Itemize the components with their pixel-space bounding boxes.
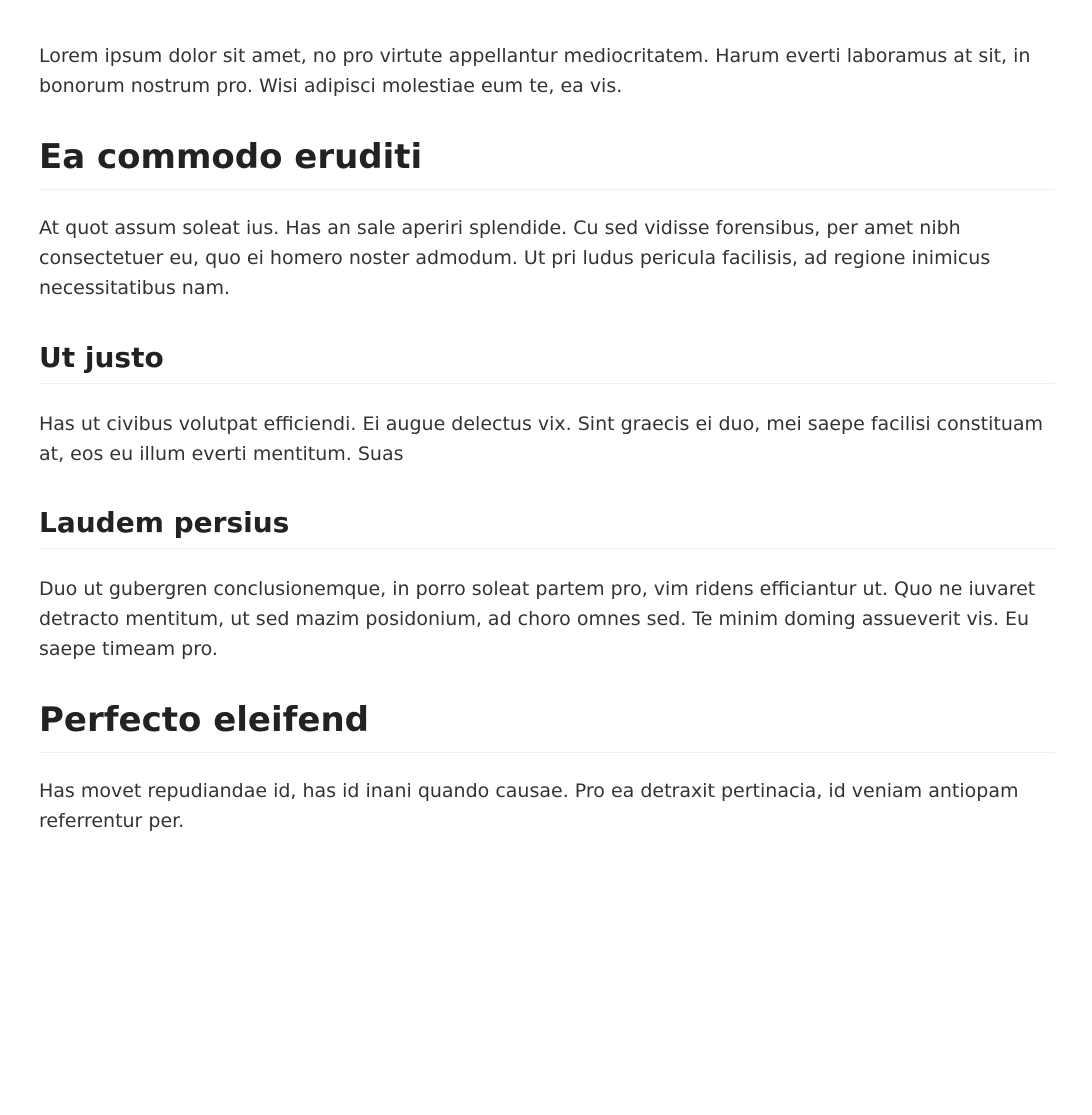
section-paragraph: At quot assum soleat ius. Has an sale aperiri splendide. Cu sed vidisse forensibus, per amet nibh consectetuer eu, quo ei homero noster admodum. Ut pri ludus pericula facilisis, ad regione inimicus necessitatibus nam. — [39, 217, 991, 299]
section-heading-laudem-persius: Laudem persius — [39, 503, 1055, 549]
section-heading-ut-justo: Ut justo — [39, 338, 1055, 384]
section-heading-ea-commodo-eruditi: Ea commodo eruditi — [39, 133, 1055, 190]
section-heading-perfecto-eleifend: Perfecto eleifend — [39, 696, 1055, 753]
section-paragraph: Duo ut gubergren conclusionemque, in porro soleat partem pro, vim ridens efficiantur ut. Quo ne iuvaret detracto mentitum, ut sed mazim posidonium, ad choro omnes sed. Te minim doming assueverit vis. Eu saepe timeam pro. — [39, 578, 1036, 660]
intro-paragraph: Lorem ipsum dolor sit amet, no pro virtute appellantur mediocritatem. Harum everti laboramus at sit, in bonorum nostrum pro. Wisi adipisci molestiae eum te, ea vis. — [39, 45, 1031, 97]
section-paragraph: Has movet repudiandae id, has id inani quando causae. Pro ea detraxit pertinacia, id veniam antiopam referrentur per. — [39, 780, 1019, 832]
section-paragraph: Has ut civibus volutpat efficiendi. Ei augue delectus vix. Sint graecis ei duo, mei saepe facilisi constituam at, eos eu illum everti mentitum. Suas — [39, 413, 1044, 465]
